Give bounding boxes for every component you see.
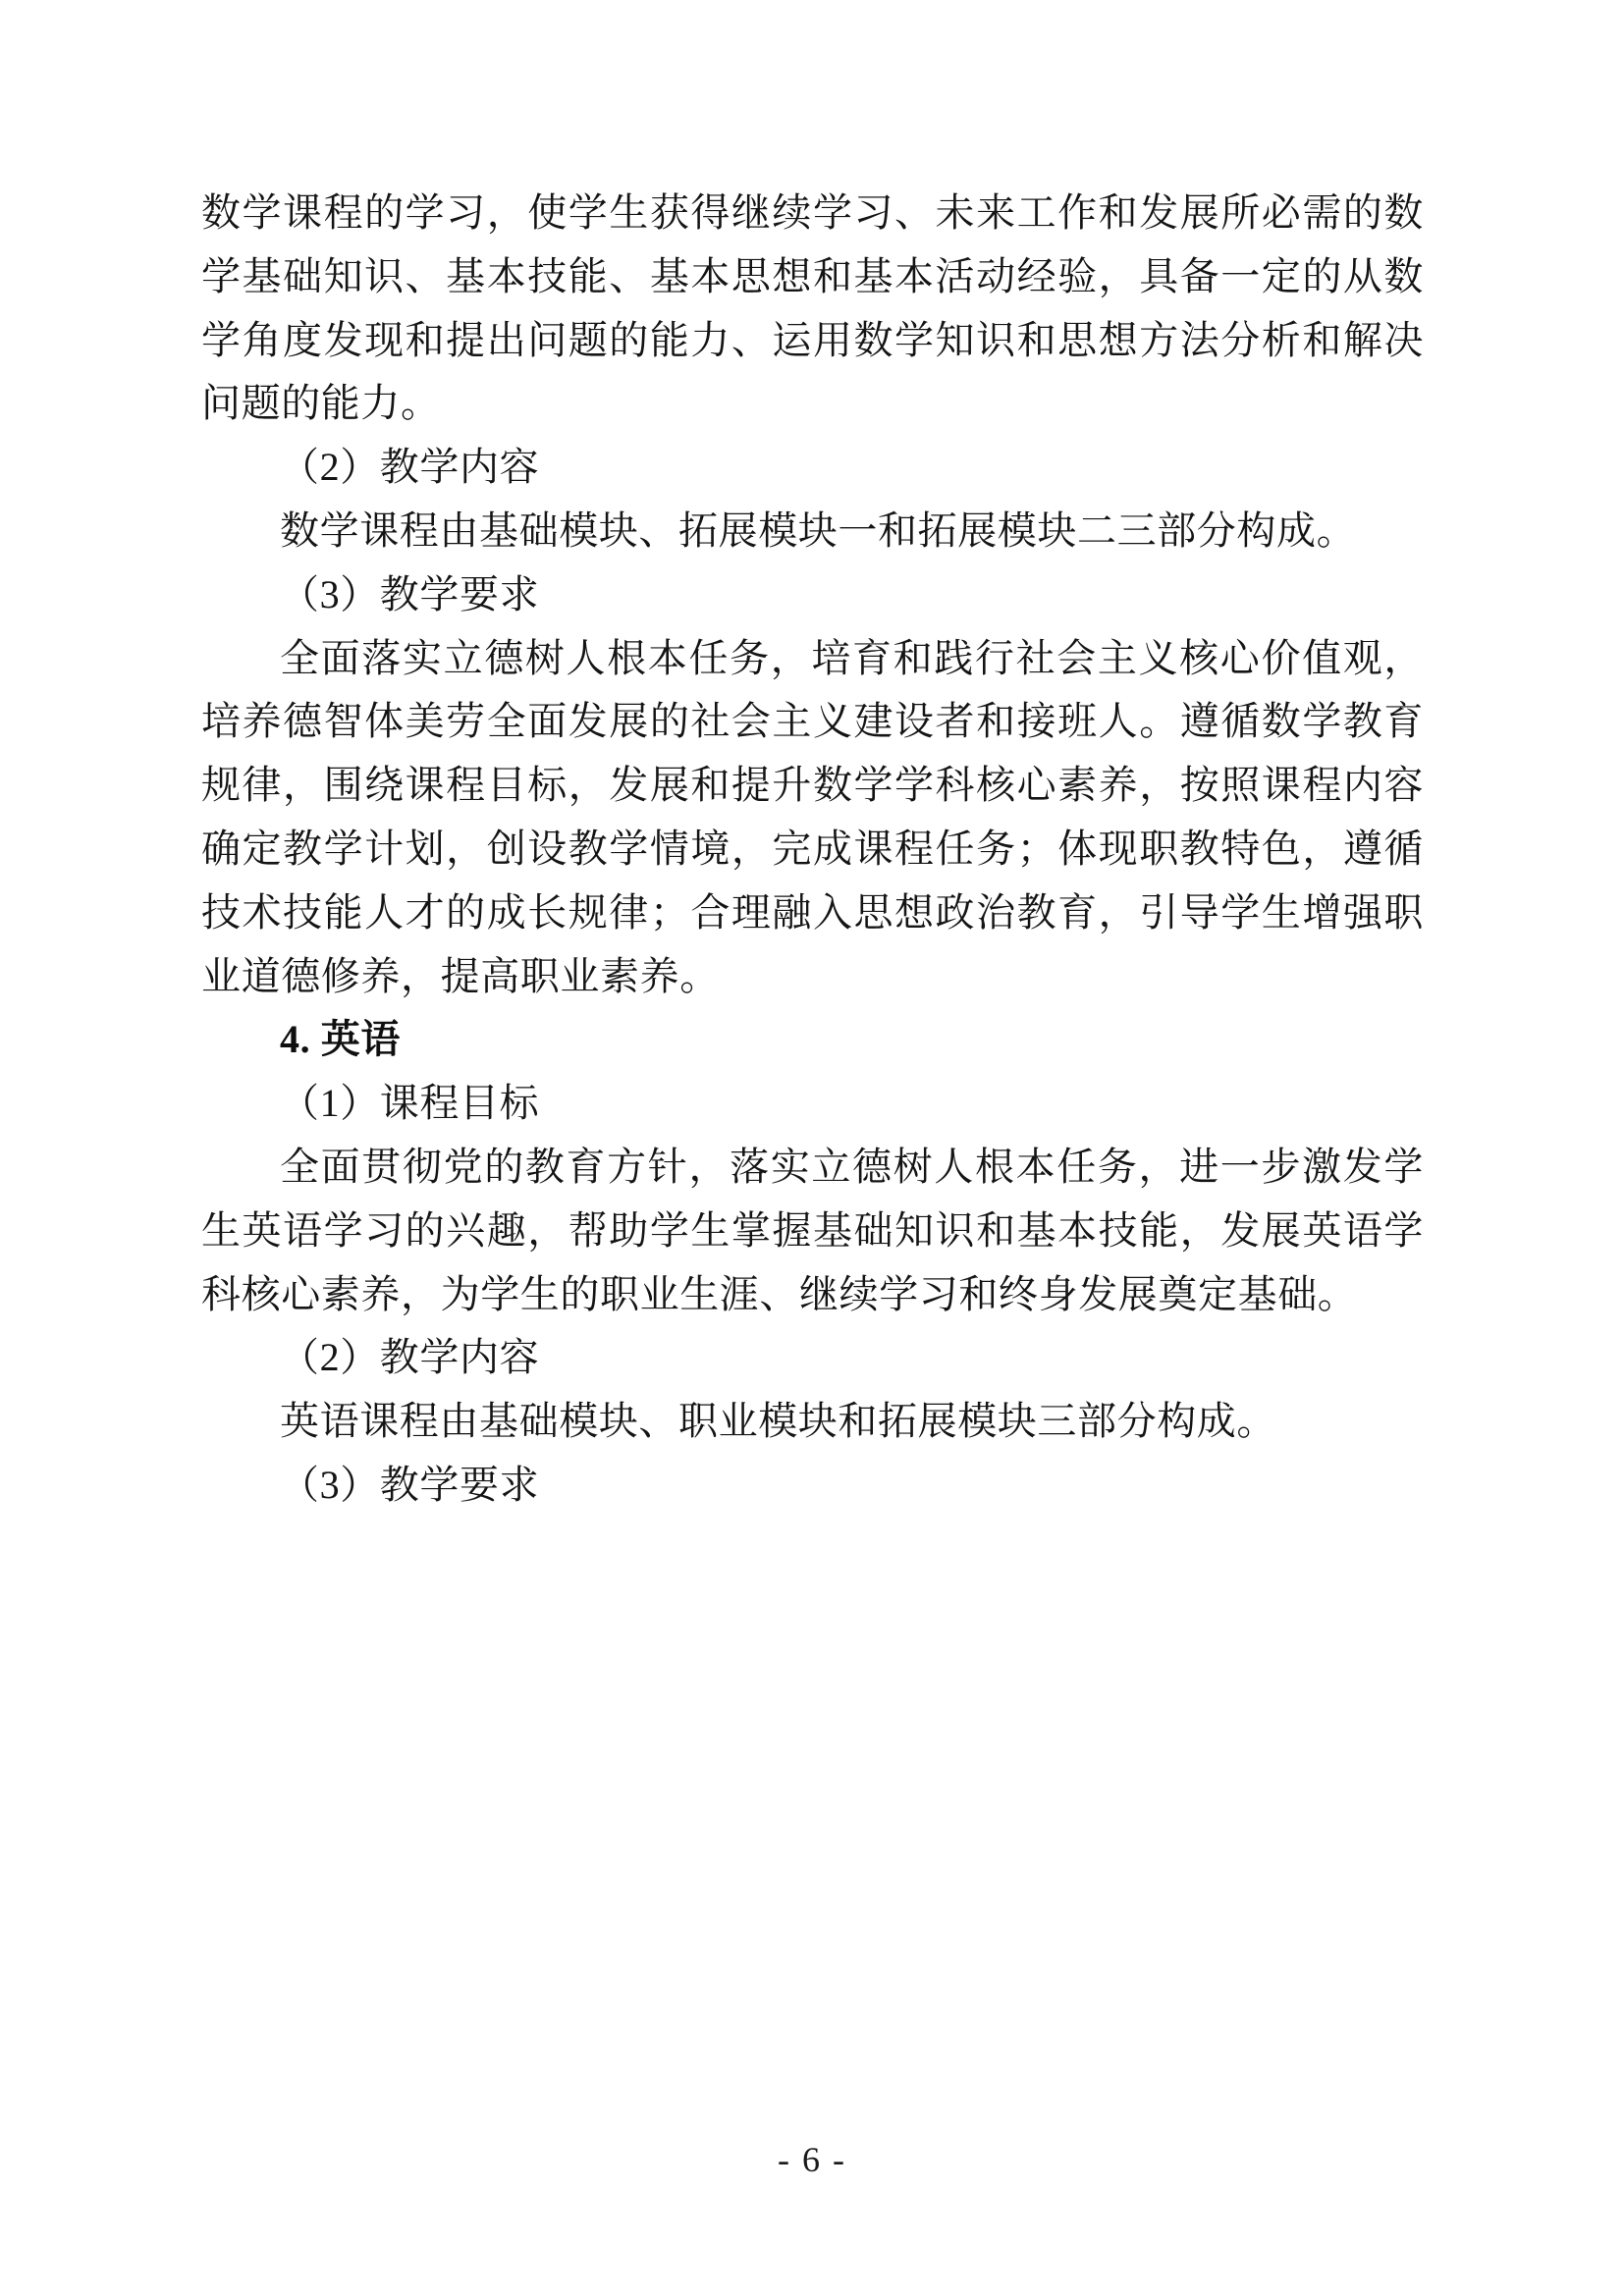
page-number: - 6 - xyxy=(778,2140,846,2179)
paragraph-english-goal-body: 全面贯彻党的教育方针，落实立德树人根本任务，进一步激发学生英语学习的兴趣，帮助学生掌握基础知识和基本技能，发展英语学科核心素养，为学生的职业生涯、继续学习和终身发展奠定基础。 xyxy=(201,1144,1424,1316)
paragraph-english-goal-label: （1）课程目标 xyxy=(280,1081,540,1126)
paragraph-math-content-label: （2）教学内容 xyxy=(280,445,540,490)
paragraph-math-goal-continued: 数学课程的学习，使学生获得继续学习、未来工作和发展所必需的数学基础知识、基本技能、基本思想和基本活动经验，具备一定的从数学角度发现和提出问题的能力、运用数学知识和思想方法分析和解决问题的能力。 xyxy=(201,190,1424,426)
paragraph-math-content-body: 数学课程由基础模块、拓展模块一和拓展模块二三部分构成。 xyxy=(280,507,1357,553)
section-heading-english: 4. 英语 xyxy=(280,1017,401,1062)
paragraph-english-content-body: 英语课程由基础模块、职业模块和拓展模块三部分构成。 xyxy=(280,1399,1276,1444)
paragraph-english-content-label: （2）教学内容 xyxy=(280,1335,540,1380)
page-footer xyxy=(0,2139,1624,2180)
paragraph-english-requirements-label: （3）教学要求 xyxy=(280,1462,540,1507)
paragraph-math-requirements-body: 全面落实立德树人根本任务，培育和践行社会主义核心价值观，培养德智体美劳全面发展的社会主义建设者和接班人。遵循数学教育规律，围绕课程目标，发展和提升数学学科核心素养，按照课程内容确定教学计划，创设教学情境，完成课程任务；体现职教特色，遵循技术技能人才的成长规律；合理融入思想政治教育，引导学生增强职业道德修养，提高职业素养。 xyxy=(201,635,1424,998)
paragraph-math-requirements-label: （3）教学要求 xyxy=(280,571,540,616)
page-body xyxy=(201,182,1424,1518)
